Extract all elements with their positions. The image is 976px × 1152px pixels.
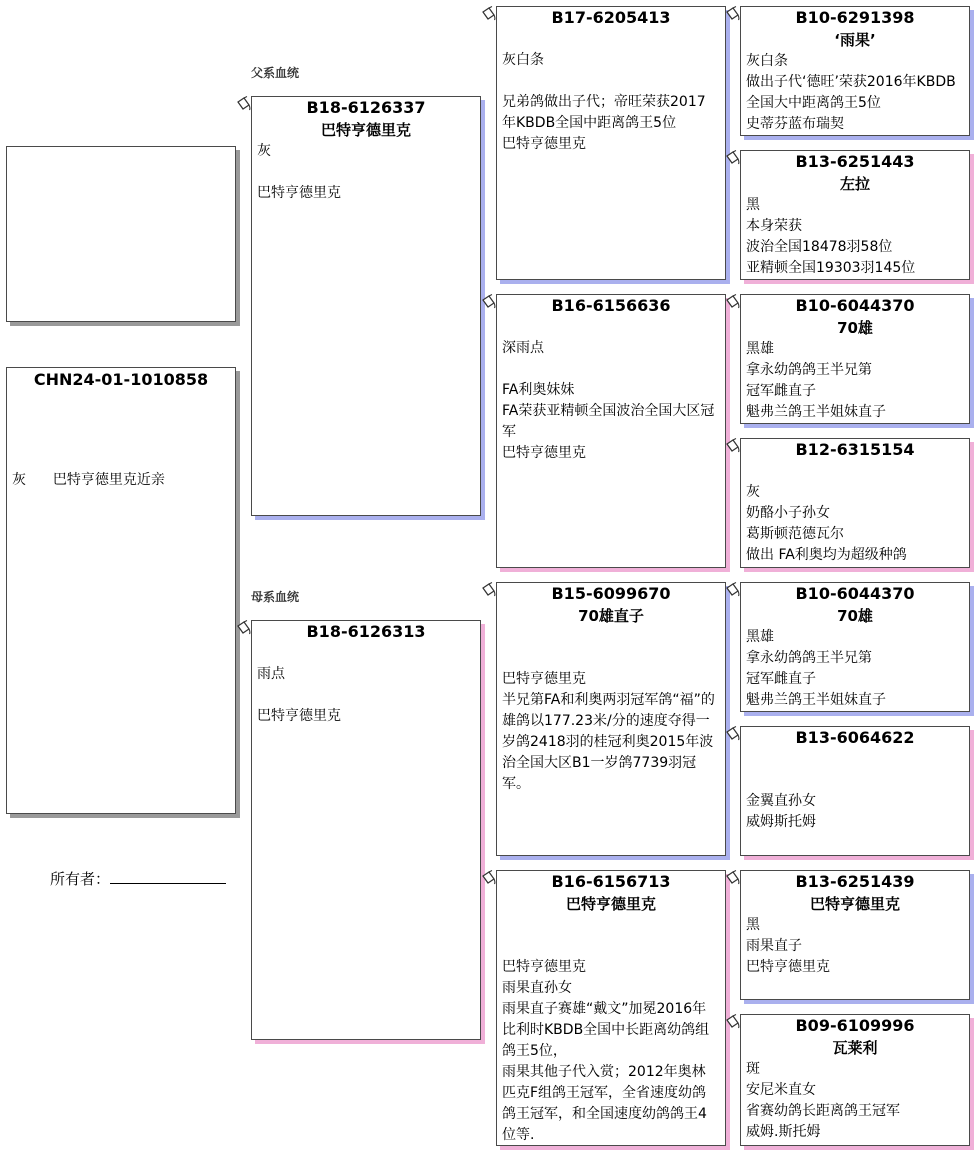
dss-name: 70雄 (837, 607, 873, 625)
ssd-line3: 亚精顿全国19303羽145位 (746, 260, 916, 276)
dds-ring: B13-6251439 (795, 872, 915, 891)
sd-card[interactable] (496, 294, 726, 568)
dam-ring: B18-6126313 (306, 622, 426, 641)
paint-bucket-icon[interactable] (724, 150, 740, 166)
dd-line2: 雨果直孙女 (502, 980, 572, 996)
dss-line1: 拿永幼鸽鸽王半兄第 (746, 650, 872, 666)
paint-bucket-icon[interactable] (724, 294, 740, 310)
sd-line1: FA利奥妹妹 (502, 382, 575, 398)
dsd-card[interactable] (740, 726, 970, 856)
sd-line3: 巴特亨德里克 (502, 445, 586, 461)
dd-ring: B16-6156713 (551, 872, 671, 891)
dd-card[interactable] (496, 870, 726, 1146)
sds-line3: 魁弗兰鸽王半姐妹直子 (746, 404, 886, 420)
dsd-line2: 威姆斯托姆 (746, 814, 816, 830)
dss-line3: 魁弗兰鸽王半姐妹直子 (746, 692, 886, 708)
sds-line2: 冠军雌直子 (746, 383, 816, 399)
sdd-line1: 奶酪小子孙女 (746, 505, 830, 521)
paint-bucket-icon[interactable] (724, 1014, 740, 1030)
ssd-ring: B13-6251443 (795, 152, 915, 171)
sdd-line2: 葛斯顿范德瓦尔 (746, 526, 844, 542)
ddd-ring: B09-6109996 (795, 1016, 915, 1035)
ssd-color: 黑 (746, 197, 760, 213)
paint-bucket-icon[interactable] (724, 726, 740, 742)
dss-ring: B10-6044370 (795, 584, 915, 603)
sds-color: 黑雄 (746, 341, 774, 357)
ss-line1: 兄弟鸽做出子代；帝旺荣获2017年KBDB全国中距离鸽王5位 (502, 94, 706, 131)
sire-line1: 巴特亨德里克 (257, 185, 341, 201)
dss-color: 黑雄 (746, 629, 774, 645)
ds-ring: B15-6099670 (551, 584, 671, 603)
sdd-color: 灰 (746, 484, 760, 500)
sire-ring: B18-6126337 (306, 98, 426, 117)
sd-ring: B16-6156636 (551, 296, 671, 315)
dss-line2: 冠军雌直子 (746, 671, 816, 687)
ddd-card[interactable] (740, 1014, 970, 1146)
ddd-line2: 省赛幼鸽长距离鸽王冠军 (746, 1103, 900, 1119)
ds-name: 70雄直子 (578, 607, 644, 625)
dds-color: 黑 (746, 917, 760, 933)
sss-card[interactable] (740, 6, 970, 136)
paint-bucket-icon[interactable] (724, 870, 740, 886)
sss-line2: 史蒂芬蓝布瑞契 (746, 116, 844, 132)
sss-color: 灰白条 (746, 53, 788, 69)
sds-line1: 拿永幼鸽鸽王半兄第 (746, 362, 872, 378)
sire-card[interactable] (251, 96, 481, 516)
dd-line3: 雨果直子赛雄“戴文”加冕2016年比利时KBDB全国中长距离幼鸽组鸽王5位， (502, 1001, 710, 1059)
paint-bucket-icon[interactable] (724, 438, 740, 454)
paint-bucket-icon[interactable] (480, 294, 496, 310)
ds-line1: 巴特亨德里克 (502, 671, 586, 687)
sire-section-label: 父系血统 (251, 66, 300, 80)
dds-name: 巴特亨德里克 (809, 895, 900, 913)
ddd-name: 瓦莱利 (832, 1039, 878, 1057)
ds-line2: 半兄第FA和利奥两羽冠军鸽“福”的雄鸽以177.23米/分的速度夺得一岁鸽2418羽的桂冠利奥2015年波治全国大区B1一岁鸽7739羽冠军。 (502, 692, 715, 792)
dd-line4: 雨果其他子代入赏；2012年奥林匹克F组鸽王冠军，全省速度幼鸽鸽王冠军，和全国速度幼鸽鸽王4位等. (502, 1064, 707, 1143)
sdd-line3: 做出 FA利奥均为超级种鸽 (746, 547, 907, 563)
paint-bucket-icon[interactable] (724, 6, 740, 22)
paint-bucket-icon[interactable] (480, 582, 496, 598)
ss-card[interactable] (496, 6, 726, 280)
subject-color: 灰 (12, 472, 26, 488)
paint-bucket-icon[interactable] (480, 6, 496, 22)
ssd-line1: 本身荣获 (746, 218, 802, 234)
dd-name: 巴特亨德里克 (565, 895, 656, 913)
ddd-line1: 安尼米直女 (746, 1082, 816, 1098)
ss-line2: 巴特亨德里克 (502, 136, 586, 152)
paint-bucket-icon[interactable] (724, 582, 740, 598)
sd-color: 深雨点 (502, 340, 544, 356)
ssd-name: 左拉 (839, 175, 870, 193)
dds-line2: 巴特亨德里克 (746, 959, 830, 975)
subject-ring: CHN24-01-1010858 (33, 370, 209, 389)
sds-card[interactable] (740, 294, 970, 424)
subject-card[interactable] (6, 367, 236, 814)
paint-bucket-icon[interactable] (480, 870, 496, 886)
dsd-line1: 金翼直孙女 (746, 793, 816, 809)
ss-ring: B17-6205413 (551, 8, 671, 27)
dss-card[interactable] (740, 582, 970, 712)
owner-field[interactable] (50, 868, 226, 889)
ssd-card[interactable] (740, 150, 970, 280)
dsd-ring: B13-6064622 (795, 728, 915, 747)
sd-line2: FA荣获亚精顿全国波治全国大区冠军 (502, 403, 715, 440)
sss-line1: 做出子代‘德旺’荣获2016年KBDB全国大中距离鸽王5位 (746, 74, 956, 111)
dam-line1: 巴特亨德里克 (257, 708, 341, 724)
ds-card[interactable] (496, 582, 726, 856)
sdd-ring: B12-6315154 (795, 440, 915, 459)
dam-section-label: 母系血统 (251, 590, 300, 604)
sds-ring: B10-6044370 (795, 296, 915, 315)
owner-line (110, 869, 226, 884)
dds-line1: 雨果直子 (746, 938, 802, 954)
dam-color: 雨点 (257, 666, 285, 682)
sire-color: 灰 (257, 143, 271, 159)
paint-bucket-icon[interactable] (235, 96, 251, 112)
owner-label: 所有者： (50, 870, 111, 888)
photo-frame[interactable] (6, 146, 236, 322)
paint-bucket-icon[interactable] (235, 620, 251, 636)
sss-ring: B10-6291398 (795, 8, 915, 27)
ssd-line2: 波治全国18478羽58位 (746, 239, 893, 255)
dds-card[interactable] (740, 870, 970, 1000)
sds-name: 70雄 (837, 319, 873, 337)
ddd-color: 斑 (746, 1061, 760, 1077)
ss-color: 灰白条 (502, 52, 544, 68)
ddd-line3: 威姆.斯托姆 (746, 1124, 821, 1140)
sire-name: 巴特亨德里克 (320, 121, 411, 139)
sss-name: ‘雨果’ (834, 31, 876, 49)
subject-desc: 巴特亨德里克近亲 (52, 472, 165, 488)
sdd-card[interactable] (740, 438, 970, 568)
dd-line1: 巴特亨德里克 (502, 959, 586, 975)
dam-card[interactable] (251, 620, 481, 1040)
